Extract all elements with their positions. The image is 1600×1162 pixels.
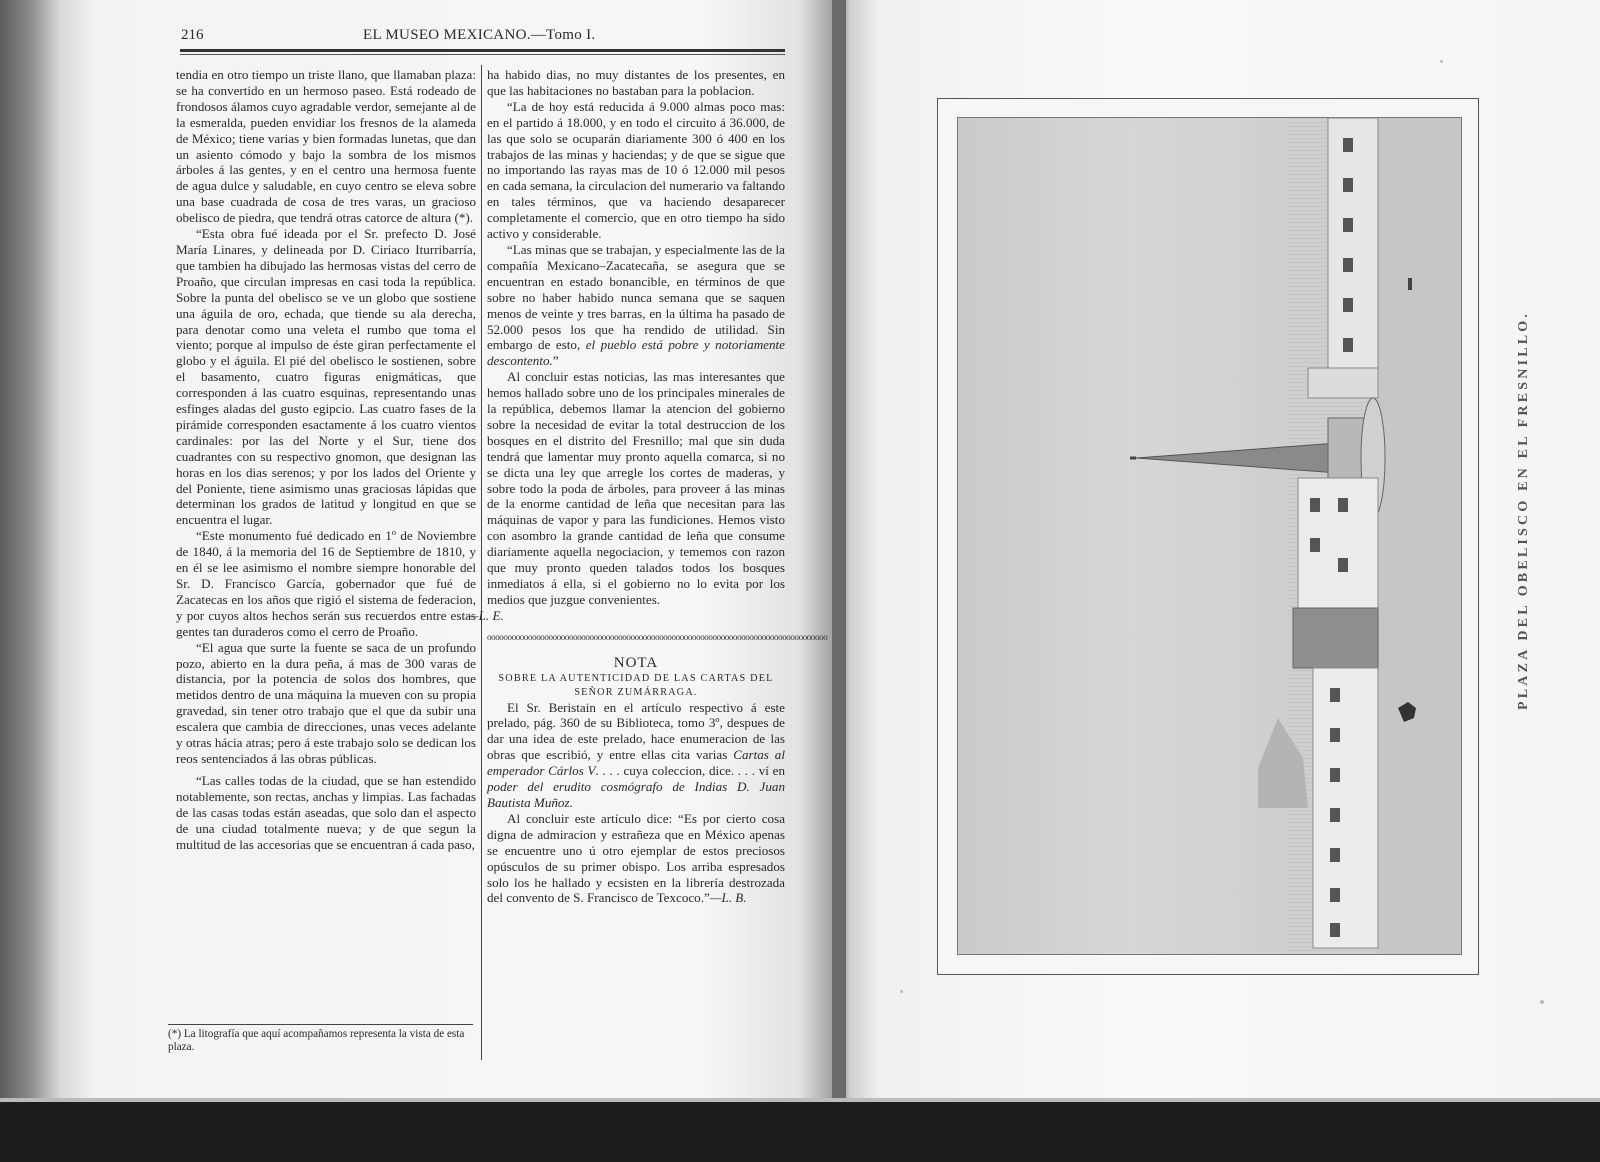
scan-speck <box>1440 60 1443 63</box>
paragraph-text: . . . . cuya coleccion, dice. . . . ví en <box>595 763 785 779</box>
paragraph <box>487 700 785 811</box>
header-rule <box>180 49 785 52</box>
signature: —L. E. <box>467 607 504 623</box>
paragraph: “Este monumento fué dedicado en 1º de Noviembre de 1840, á la memoria del 16 de Septiembre de 1810, y en él se lee asimismo el nombre siempre honorable del Sr. D. Francisco García, gobernador que fué de Zacatecas en los años que rigió el sistema de federacion, y por cuyos altos hechos serán sus recuerdos entre estas gentes tan duraderos como el cerro de Proaño. <box>176 528 476 639</box>
closing-quote: ” <box>552 353 559 369</box>
header-rule-thin <box>180 54 785 55</box>
paragraph <box>487 242 785 369</box>
obelisk-plaza-illustration <box>958 118 1461 954</box>
footnote: (*) La litografía que aquí acompañamos representa la vista de esta plaza. <box>168 1028 465 1053</box>
paragraph <box>467 369 785 624</box>
paragraph: “El agua que surte la fuente se saca de un profundo pozo, abierto en la dura peña, á mas de 300 varas de distancia, por la potencia de solos dos hombres, que metidos dentro de una máquina la mueven con su propia gravedad, sin tener otro trabajo que el que da subir una escalera que cambia de direcciones, unas veces adelante y otras hácia atras; pero á este trabajo solo se dedican los reos sentenciados á las obras públicas. <box>176 639 476 766</box>
paragraph: “Las calles todas de la ciudad, que se han estendido notablemente, son rectas, anchas y limpias. Las fachadas de las casas todas están aseadas, que solo dan el aspecto de una ciudad totalmente nueva; y de que segun la multitud de las accesorias que se encuentran á cada paso, <box>176 772 476 852</box>
signature: —L. B. <box>709 890 747 906</box>
italic-text: poder del erudito cosmógrafo de Indias D. Juan Bautista Muñoz. <box>487 779 785 810</box>
scanner-bed <box>0 1102 1600 1162</box>
running-head: EL MUSEO MEXICANO.—Tomo I. <box>363 27 596 43</box>
left-column <box>176 67 476 852</box>
right-column <box>467 67 828 906</box>
lithograph-plate <box>957 117 1462 955</box>
paragraph: “Esta obra fué ideada por el Sr. prefecto D. José María Linares, y delineada por D. Ciriaco Iturribarría, que tambien ha dibujado las hermosas vistas del cerro de Proaño, que circulan impresas en casi toda la república. Sobre la punta del obelisco se ve un globo que sostiene una águila de oro, echada, que tiende su ala derecha, para denotar como una veleta el rumbo que toma el viento; porque al impulso de éste giran perfectamente el globo y el águila. El pié del obelisco le sostienen, sobre el basamento, cuatro figuras enigmáticas, que corresponden á las cuatro esquinas, representando unas esfinges aladas del gusto egipcio. Las cuatro fases de la pirámide corresponden esactamente á los cuatro vientos cardinales: por las del Norte y el Sur, tiene dos cuadrantes con su respectivo gnomon, que designan las horas en los dias serenos; y por los lados del Oriente y del Poniente, tiene asimismo unas graciosas lápidas que determinan los grados de latitud y longitud en que se encuentra el lugar. <box>176 226 476 528</box>
paragraph-text: Al concluir este artículo dice: “Es por cierto cosa digna de admiracion y estrañeza que en México apenas se encuentre uno ú otro ejemplar de estos preciosos opúsculos de su primer obispo. Los arriba espresados solo los he hallado y ecsisten en la librería destrozada del convento de S. Francisco de Texcoco.” <box>487 810 785 906</box>
ornamental-rule: ooooooooooooooooooooooooooooooooooooooooooooooooooooooooooooooooooooooooooooooooooo <box>487 631 828 642</box>
paragraph <box>487 811 785 906</box>
paragraph-text: Al concluir estas noticias, las mas interesantes que hemos hallado sobre uno de los principales minerales de la república, debemos llamar la atencion del gobierno sobre la necesidad de evitar la total destruccion de los bosques en el distrito del Fresnillo; mal que sin duda tendrá que lamentar muy pronto aquella comarca, si no se dicta una ley que arregle los cortes de maderas, y sobre todo la poda de árboles, para proveer á las minas de la enorme cantidad de leña que necesitan para las máquinas de vapor y para las fundiciones. Hemos visto con asombro la grande cantidad de leña que consume diariamente aquella negociacion, y tememos con razon que muy pronto queden talados todos los bosques inmediatos á ella, si el gobierno no lo evita por los medios que juzgue convenientes. <box>487 369 785 607</box>
column-divider <box>481 65 482 1060</box>
page-number: 216 <box>181 27 204 43</box>
italic-title: Cartas al emperador Cárlos V <box>487 747 785 779</box>
book-gutter <box>832 0 846 1102</box>
nota-subtitle: SOBRE LA AUTENTICIDAD DE LAS CARTAS DEL SEÑOR ZUMÁRRAGA. <box>498 672 774 698</box>
scan-speck <box>900 990 903 993</box>
paragraph-text: El Sr. Beristain en el artículo respectivo á este prelado, pág. 360 de su Biblioteca, tomo 3º, despues de dar una idea de este prelado, hace enumeracion de las obras que escribió, y entre ellas cita varias <box>487 699 785 763</box>
footnote-rule <box>168 1024 473 1025</box>
paragraph: tendia en otro tiempo un triste llano, que llamaban plaza: se ha convertido en un hermoso paseo. Está rodeado de frondosos álamos cuyo agradable verdor, semejante al de la esmeralda, pueden envidiar los fresnos de la alameda de México; tiene varias y bien formadas lunetas, que dan un asiento cómodo y bajo la sombra de los mismos árboles á las gentes, y en el centro una hermosa fuente de agua dulce y saludable, en cuyo centro se eleva sobre una base cuadrada de cosa de tres varas, un gracioso obelisco de piedra, que tendrá otras catorce de altura (*). <box>176 67 476 226</box>
paragraph: ha habido dias, no muy distantes de los presentes, en que las habitaciones no bastaban para la poblacion. <box>487 67 785 98</box>
scan-speck <box>1540 1000 1544 1004</box>
paragraph-text: “Las minas que se trabajan, y especialmente las de la compañía Mexicano–Zacatecaña, se asegura que se encuentran en estado bonancible, en términos de que sobre no haber habido nunca semana que se saquen menos de veinte y tres barras, en la última ha pasado de 52.000 pesos los que ha rendido de utilidad. Sin embargo de esto, <box>487 241 785 353</box>
nota-title: NOTA <box>613 654 659 671</box>
paragraph: “La de hoy está reducida á 9.000 almas poco mas: en el partido á 18.000, y en todo el circuito á 36.000, de las que solo se ocuparán diariamente 300 ó 400 en los trabajos de las minas y haciendas; y de que se sigue que no importando las rayas mas de 10 ó 12.000 mil pesos en cada semana, la circulacion del numerario va faltando en tales términos, que va haciendo desaparecer completamente el comercio, que en otro tiempo ha sido activo y considerable. <box>487 98 785 242</box>
plate-caption: PLAZA DEL OBELISCO EN EL FRESNILLO. <box>1516 310 1531 710</box>
italic-quote: el pueblo está pobre y notoriamente descontento. <box>487 337 785 369</box>
